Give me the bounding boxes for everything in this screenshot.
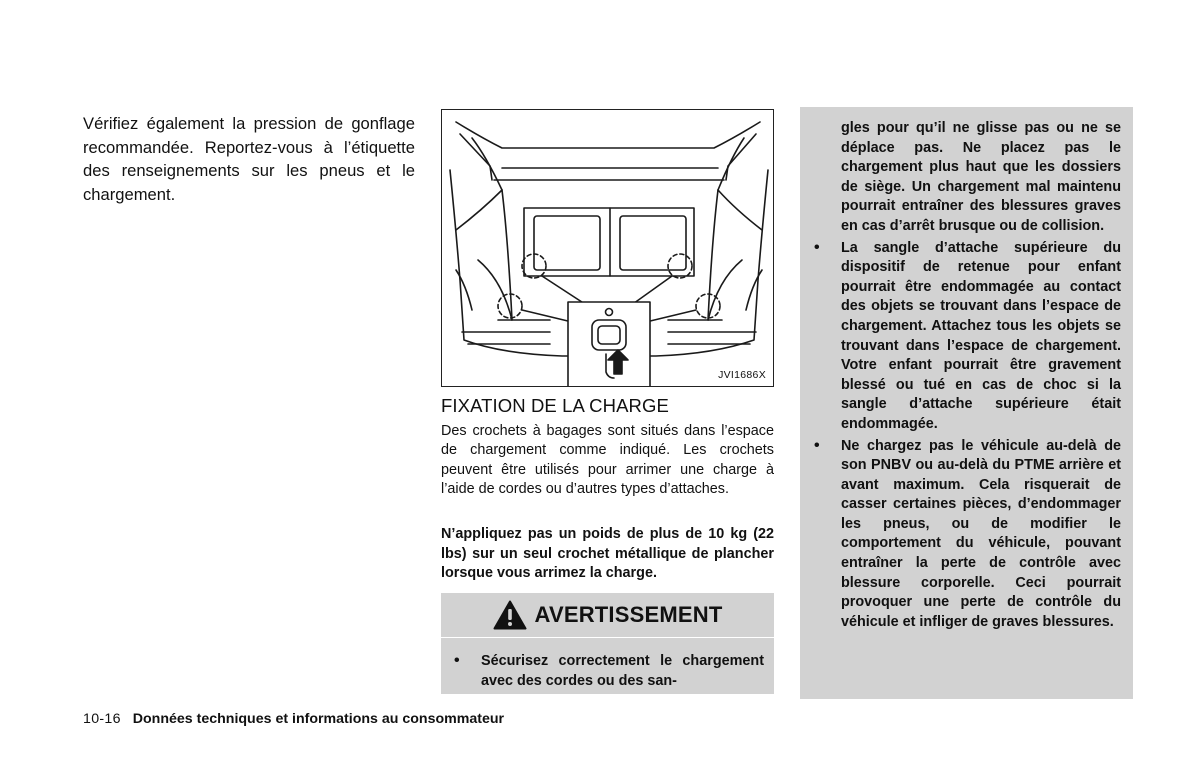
warning-list-continued [814, 238, 1121, 633]
section-body: Des crochets à bagages sont situés dans l’espace de chargement comme indiqué. Les crochets peuvent être utilisés pour arrimer une charge à l’aide de cordes ou d’autres types d’attaches. [441, 423, 774, 498]
warning-item-text: Sécurisez correctement le chargement avec des cordes ou des san- [481, 653, 764, 689]
section-title: FIXATION DE LA CHARGE [441, 395, 669, 416]
warning-header [441, 593, 774, 638]
bullet: • [814, 238, 820, 256]
section-bold-note: N’appliquez pas un poids de plus de 10 kg (22 lbs) sur un seul crochet métallique de plancher lorsque vous arrimez la charge. [441, 526, 774, 581]
figure-code: JVI1686X [718, 369, 766, 381]
warning-item-continuation: gles pour qu’il ne glisse pas ou ne se déplace pas. Ne placez pas le chargement plus haut que les dossiers de siège. Un chargement mal maintenu pourrait entraîner des blessures graves en cas d’arrêt brusque ou de collision. [841, 120, 1121, 234]
left-column [83, 112, 415, 206]
warning-title: AVERTISSEMENT [534, 602, 723, 627]
tire-pressure-paragraph: Vérifiez également la pression de gonflage recommandée. Reportez-vous à l’étiquette des renseignements sur les pneus et le chargement. [83, 114, 415, 204]
warning-item [814, 238, 1121, 435]
warning-item-text: La sangle d’attache supérieure du dispositif de retenue pour enfant pourrait être endommagée au contact des objets se trouvant dans l’espace de chargement. Attachez tous les objets se trouvant dans l’espace de chargement. Votre enfant pourrait être gravement blessé ou tué en cas de choc si la sangle d’attache supérieure était endommagée. [841, 239, 1121, 432]
warning-box [441, 593, 774, 694]
footer-title: Données techniques et informations au consommateur [132, 711, 505, 727]
warning-item-text: Ne chargez pas le véhicule au-delà de son PNBV ou au-delà du PTME arrière et avant maximum. Cela risquerait de casser certaines pièces, d’endommager les pneus, ou de modifier le comportement du véhicule, pouvant entraîner la perte de contrôle avec blessure corporelle. Ceci pourrait provoquer une perte de contrôle du véhicule et infliger de graves blessures. [841, 437, 1121, 630]
bullet: • [454, 652, 460, 669]
warning-continued-column [800, 107, 1133, 699]
warning-item [814, 436, 1121, 633]
cargo-area-illustration [442, 110, 774, 387]
warning-item [454, 652, 764, 691]
bullet: • [814, 436, 820, 454]
cargo-hooks-figure [441, 109, 774, 387]
warning-triangle-icon [493, 600, 527, 630]
page-footer [83, 710, 504, 728]
page-number: 10-16 [83, 711, 121, 727]
warning-list [441, 638, 774, 691]
